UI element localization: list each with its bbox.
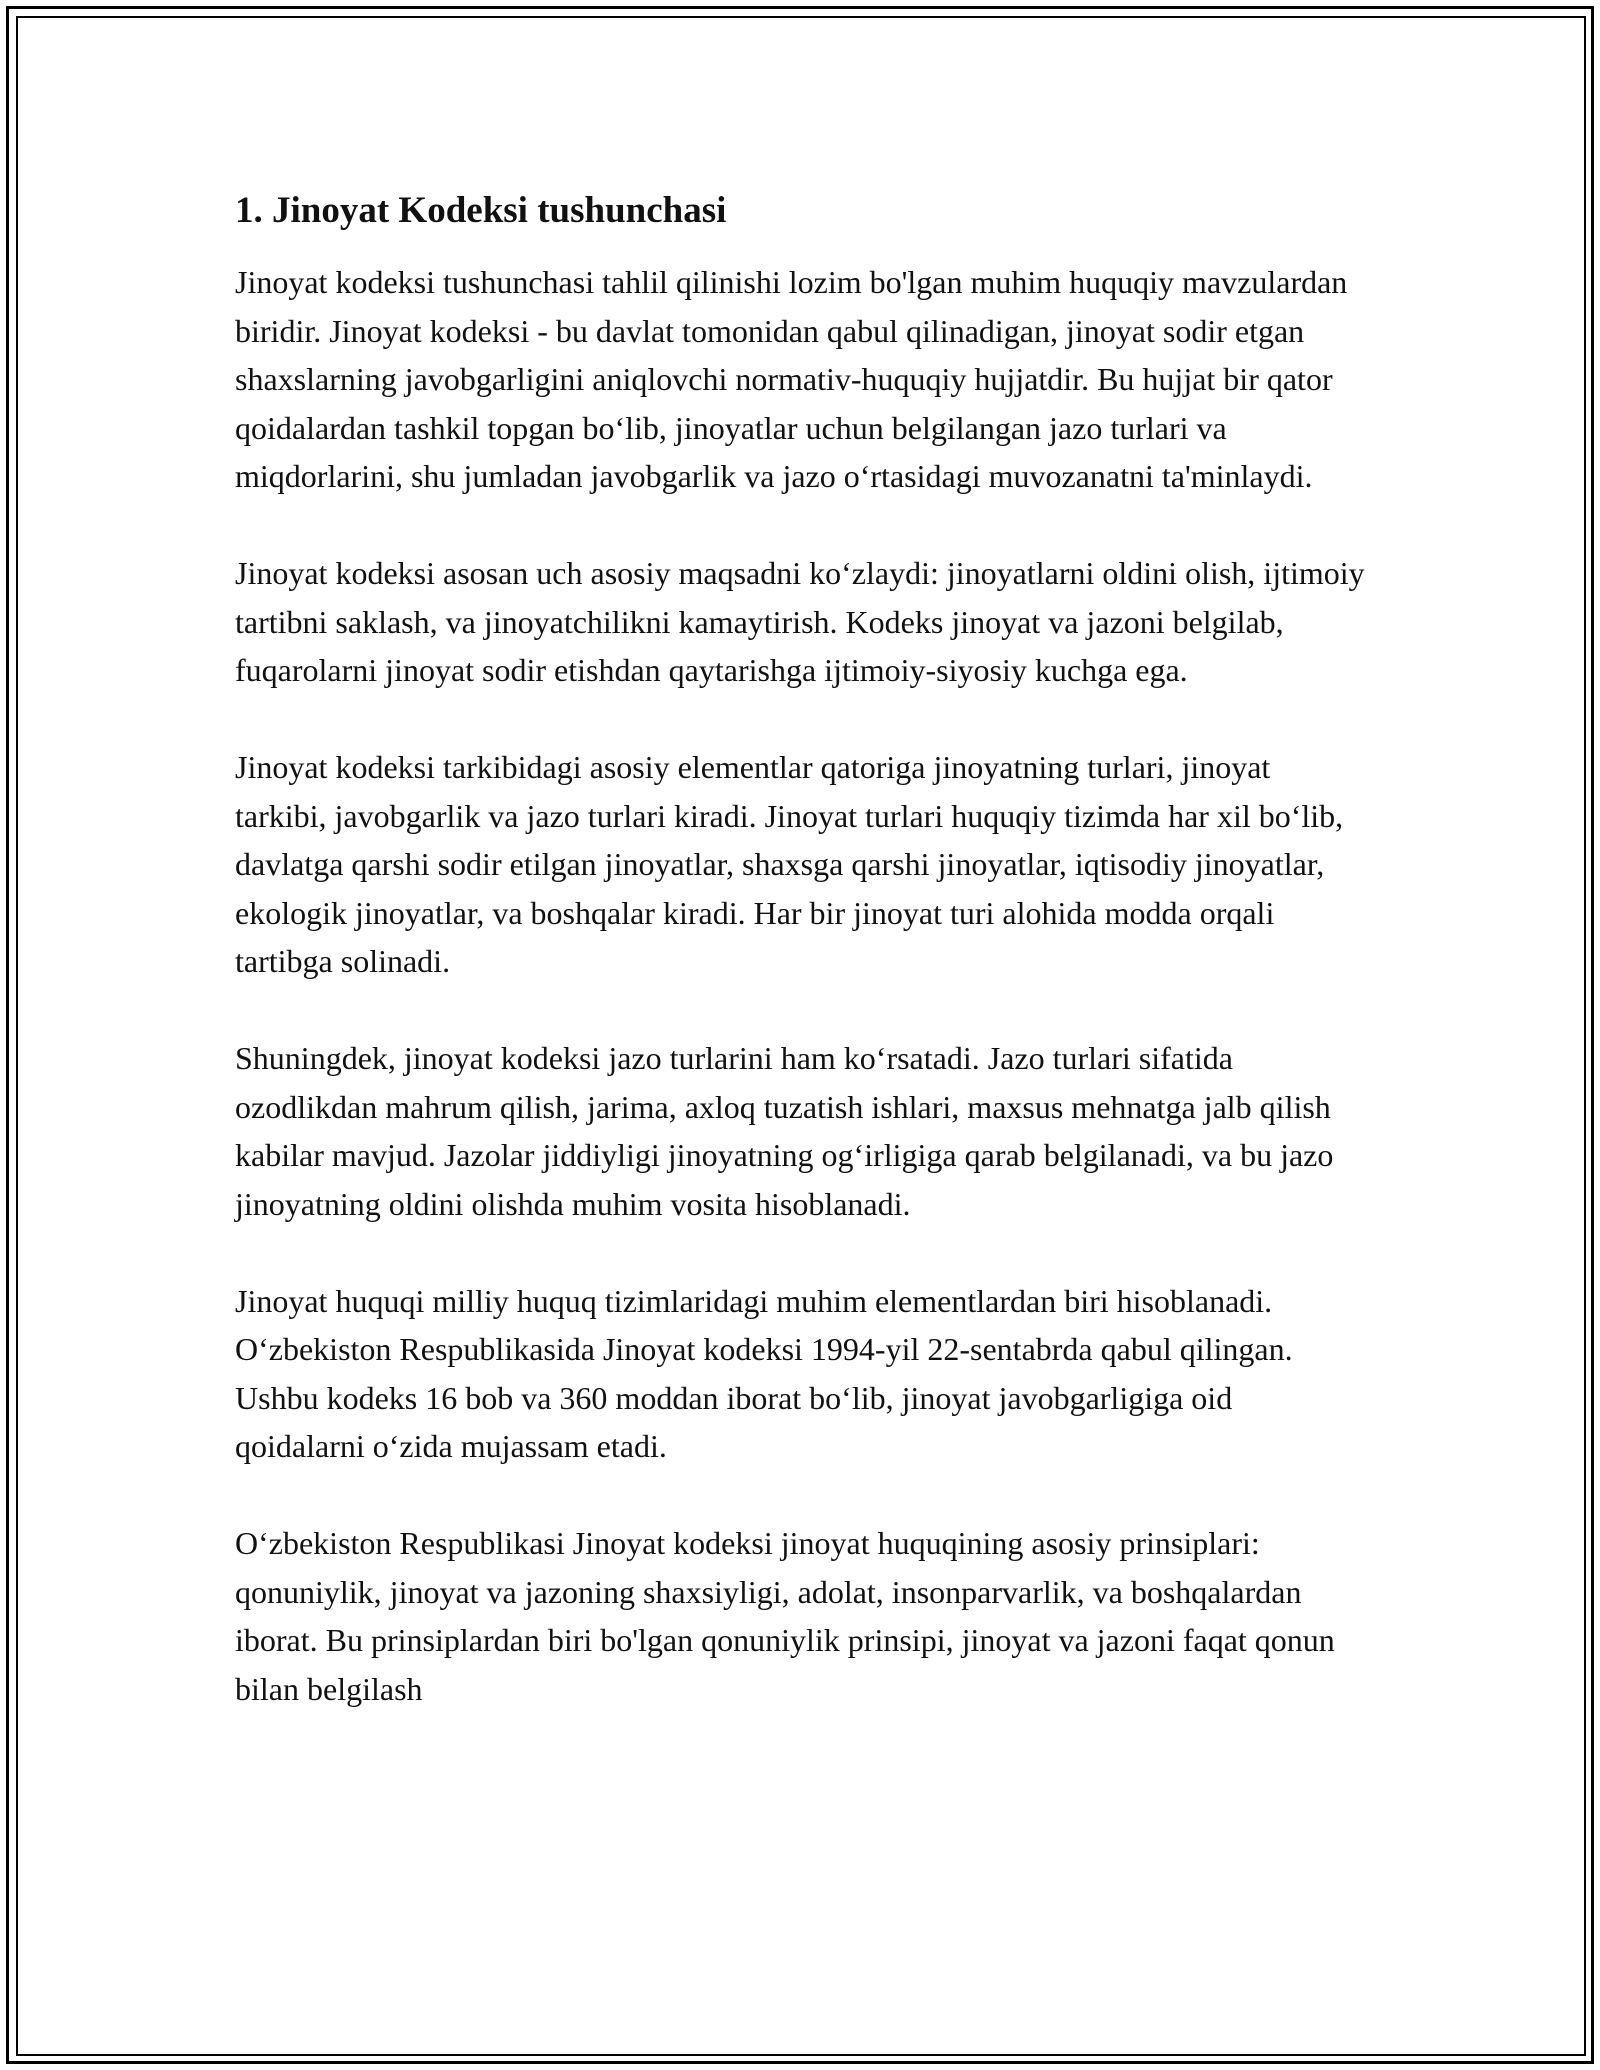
- paragraph-2: Jinoyat kodeksi asosan uch asosiy maqsadni ko‘zlaydi: jinoyatlarni oldini olish, ijtimoiy tartibni saklash, va jinoyatchilikni kamaytirish. Kodeks jinoyat va jazoni belgilab, fuqarolarni jinoyat sodir etishdan qaytarishga ijtimoiy-siyosiy kuchga ega.: [235, 555, 1365, 688]
- paragraph-4: Shuningdek, jinoyat kodeksi jazo turlarini ham ko‘rsatadi. Jazo turlari sifatida ozodlikdan mahrum qilish, jarima, axloq tuzatish ishlari, maxsus mehnatga jalb qilish kabilar mavjud. Jazolar jiddiyligi jinoyatning og‘irligiga qarab belgilanadi, va bu jazo jinoyatning oldini olishda muhim vosita hisoblanadi.: [235, 1040, 1334, 1222]
- section-heading: 1. Jinoyat Kodeksi tushunchasi: [235, 190, 727, 231]
- paragraph-5: Jinoyat huquqi milliy huquq tizimlaridagi muhim elementlardan biri hisoblanadi. O‘zbekiston Respublikasida Jinoyat kodeksi 1994-yil 22-sentabrda qabul qilingan. Ushbu kodeks 16 bob va 360 moddan iborat bo‘lib, jinoyat javobgarligiga oid qoidalarni o‘zida mujassam etadi.: [235, 1282, 1293, 1464]
- paragraph-6: O‘zbekiston Respublikasi Jinoyat kodeksi jinoyat huquqining asosiy prinsiplari: qonuniylik, jinoyat va jazoning shaxsiyligi, adolat, insonparvarlik, va boshqalardan iborat. Bu prinsiplardan biri bo'lgan qonuniylik prinsipi, jinoyat va jazoni faqat qonun bilan belgilash: [235, 1525, 1335, 1707]
- document-body: [235, 186, 1365, 1762]
- paragraph-3: Jinoyat kodeksi tarkibidagi asosiy elementlar qatoriga jinoyatning turlari, jinoyat tarkibi, javobgarlik va jazo turlari kiradi. Jinoyat turlari huquqiy tizimda har xil bo‘lib, davlatga qarshi sodir etilgan jinoyatlar, shaxsga qarshi jinoyatlar, iqtisodiy jinoyatlar, ekologik jinoyatlar, va boshqalar kiradi. Har bir jinoyat turi alohida modda orqali tartibga solinadi.: [235, 749, 1344, 979]
- paragraph-1: Jinoyat kodeksi tushunchasi tahlil qilinishi lozim bo'lgan muhim huquqiy mavzulardan biridir. Jinoyat kodeksi - bu davlat tomonidan qabul qilinadigan, jinoyat sodir etgan shaxslarning javobgarligini aniqlovchi normativ-huquqiy hujjatdir. Bu hujjat bir qator qoidalardan tashkil topgan bo‘lib, jinoyatlar uchun belgilangan jazo turlari va miqdorlarini, shu jumladan javobgarlik va jazo o‘rtasidagi muvozanatni ta'minlaydi.: [235, 264, 1348, 494]
